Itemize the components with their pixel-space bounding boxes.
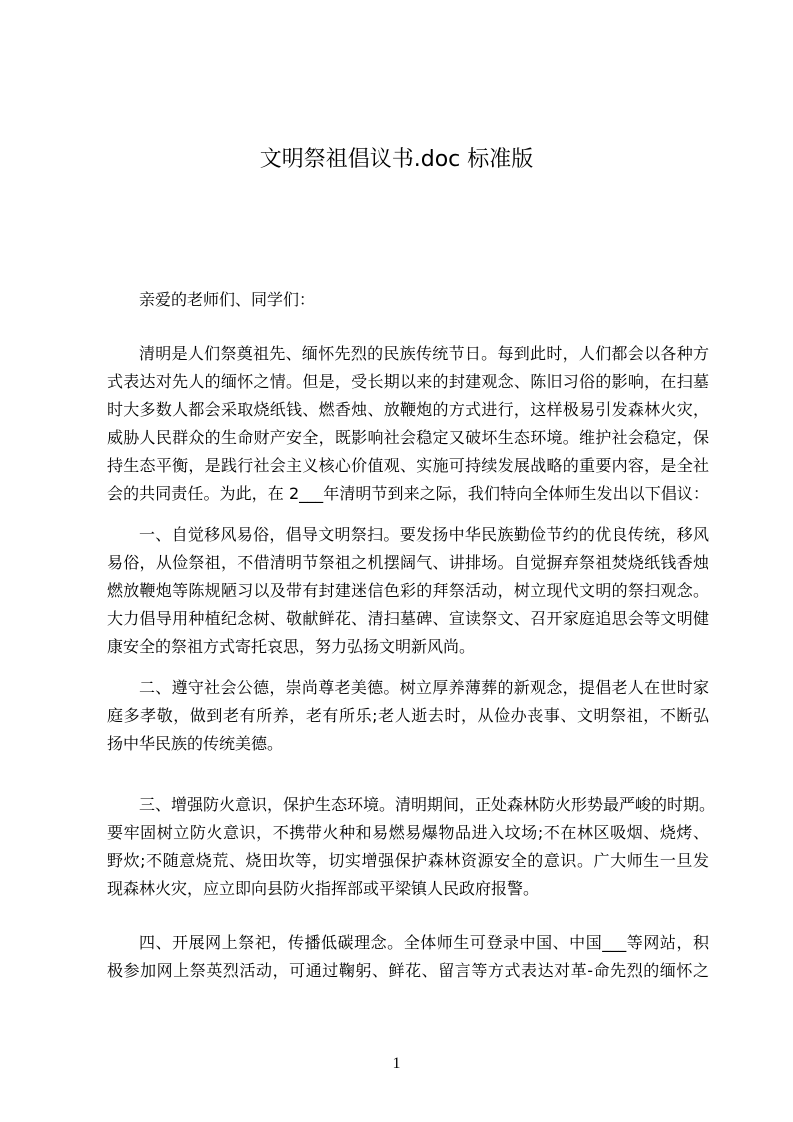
text-line: 四、开展网上祭祀，传播低碳理念。全体师生可登录中国、中国___等网站，积	[139, 933, 709, 952]
greeting-line: 亲爱的老师们、同学们：	[139, 290, 316, 309]
text-line: 二、遵守社会公德，崇尚尊老美德。树立厚养薄葬的新观念，提倡老人在世时家	[139, 678, 709, 697]
text-line: 康安全的祭祖方式寄托哀思，努力弘扬文明新风尚。	[107, 637, 476, 656]
paragraph-proposal-4	[107, 929, 709, 985]
greeting	[107, 286, 709, 314]
paragraph-proposal-3	[107, 791, 716, 903]
text-line: 持生态平衡，是践行社会主义核心价值观、实施可持续发展战略的重要内容，是全社	[107, 456, 709, 475]
text-line: 燃放鞭炮等陈规陋习以及带有封建迷信色彩的拜祭活动，树立现代文明的祭扫观念。	[107, 581, 709, 600]
text-line: 时大多数人都会采取烧纸钱、燃香烛、放鞭炮的方式进行，这样极易引发森林火灾，	[107, 400, 709, 419]
text-line: 现森林火灾，应立即向县防火指挥部或平梁镇人民政府报警。	[107, 879, 540, 898]
paragraph-proposal-1	[107, 521, 709, 661]
text-line: 会的共同责任。为此，在 2___年清明节到来之际，我们特向全体师生发出以下倡议：	[107, 484, 709, 503]
text-line: 大力倡导用种植纪念树、敬献鲜花、清扫墓碑、宣读祭文、召开家庭追思会等文明健	[107, 609, 709, 628]
paragraph-proposal-2	[107, 674, 709, 758]
text-line: 庭多孝敬，做到老有所养，老有所乐;老人逝去时，从俭办丧事、文明祭祖，不断弘	[107, 706, 709, 725]
text-line: 清明是人们祭奠祖先、缅怀先烈的民族传统节日。每到此时，人们都会以各种方	[139, 344, 709, 363]
page-number: 1	[392, 1055, 401, 1072]
text-line: 三、增强防火意识，保护生态环境。清明期间，正处森林防火形势最严峻的时期。	[139, 795, 716, 814]
text-line: 要牢固树立防火意识，不携带火种和易燃易爆物品进入坟场;不在林区吸烟、烧烤、	[107, 823, 709, 842]
text-line: 式表达对先人的缅怀之情。但是，受长期以来的封建观念、陈旧习俗的影响，在扫墓	[107, 372, 709, 391]
text-line: 一、自觉移风易俗，倡导文明祭扫。要发扬中华民族勤俭节约的优良传统，移风	[139, 525, 709, 544]
text-line: 扬中华民族的传统美德。	[107, 734, 284, 753]
text-line: 极参加网上祭英烈活动，可通过鞠躬、鲜花、留言等方式表达对革-命先烈的缅怀之	[107, 961, 709, 980]
text-line: 威胁人民群众的生命财产安全，既影响社会稳定又破坏生态环境。维护社会稳定，保	[107, 428, 709, 447]
document-title: 文明祭祖倡议书.doc 标准版	[259, 147, 534, 172]
text-line: 野炊;不随意烧荒、烧田坎等，切实增强保护森林资源安全的意识。广大师生一旦发	[107, 851, 709, 870]
text-line: 易俗，从俭祭祖，不借清明节祭祖之机摆阔气、讲排场。自觉摒弃祭祖焚烧纸钱香烛	[107, 553, 709, 572]
paragraph-intro	[107, 340, 709, 508]
